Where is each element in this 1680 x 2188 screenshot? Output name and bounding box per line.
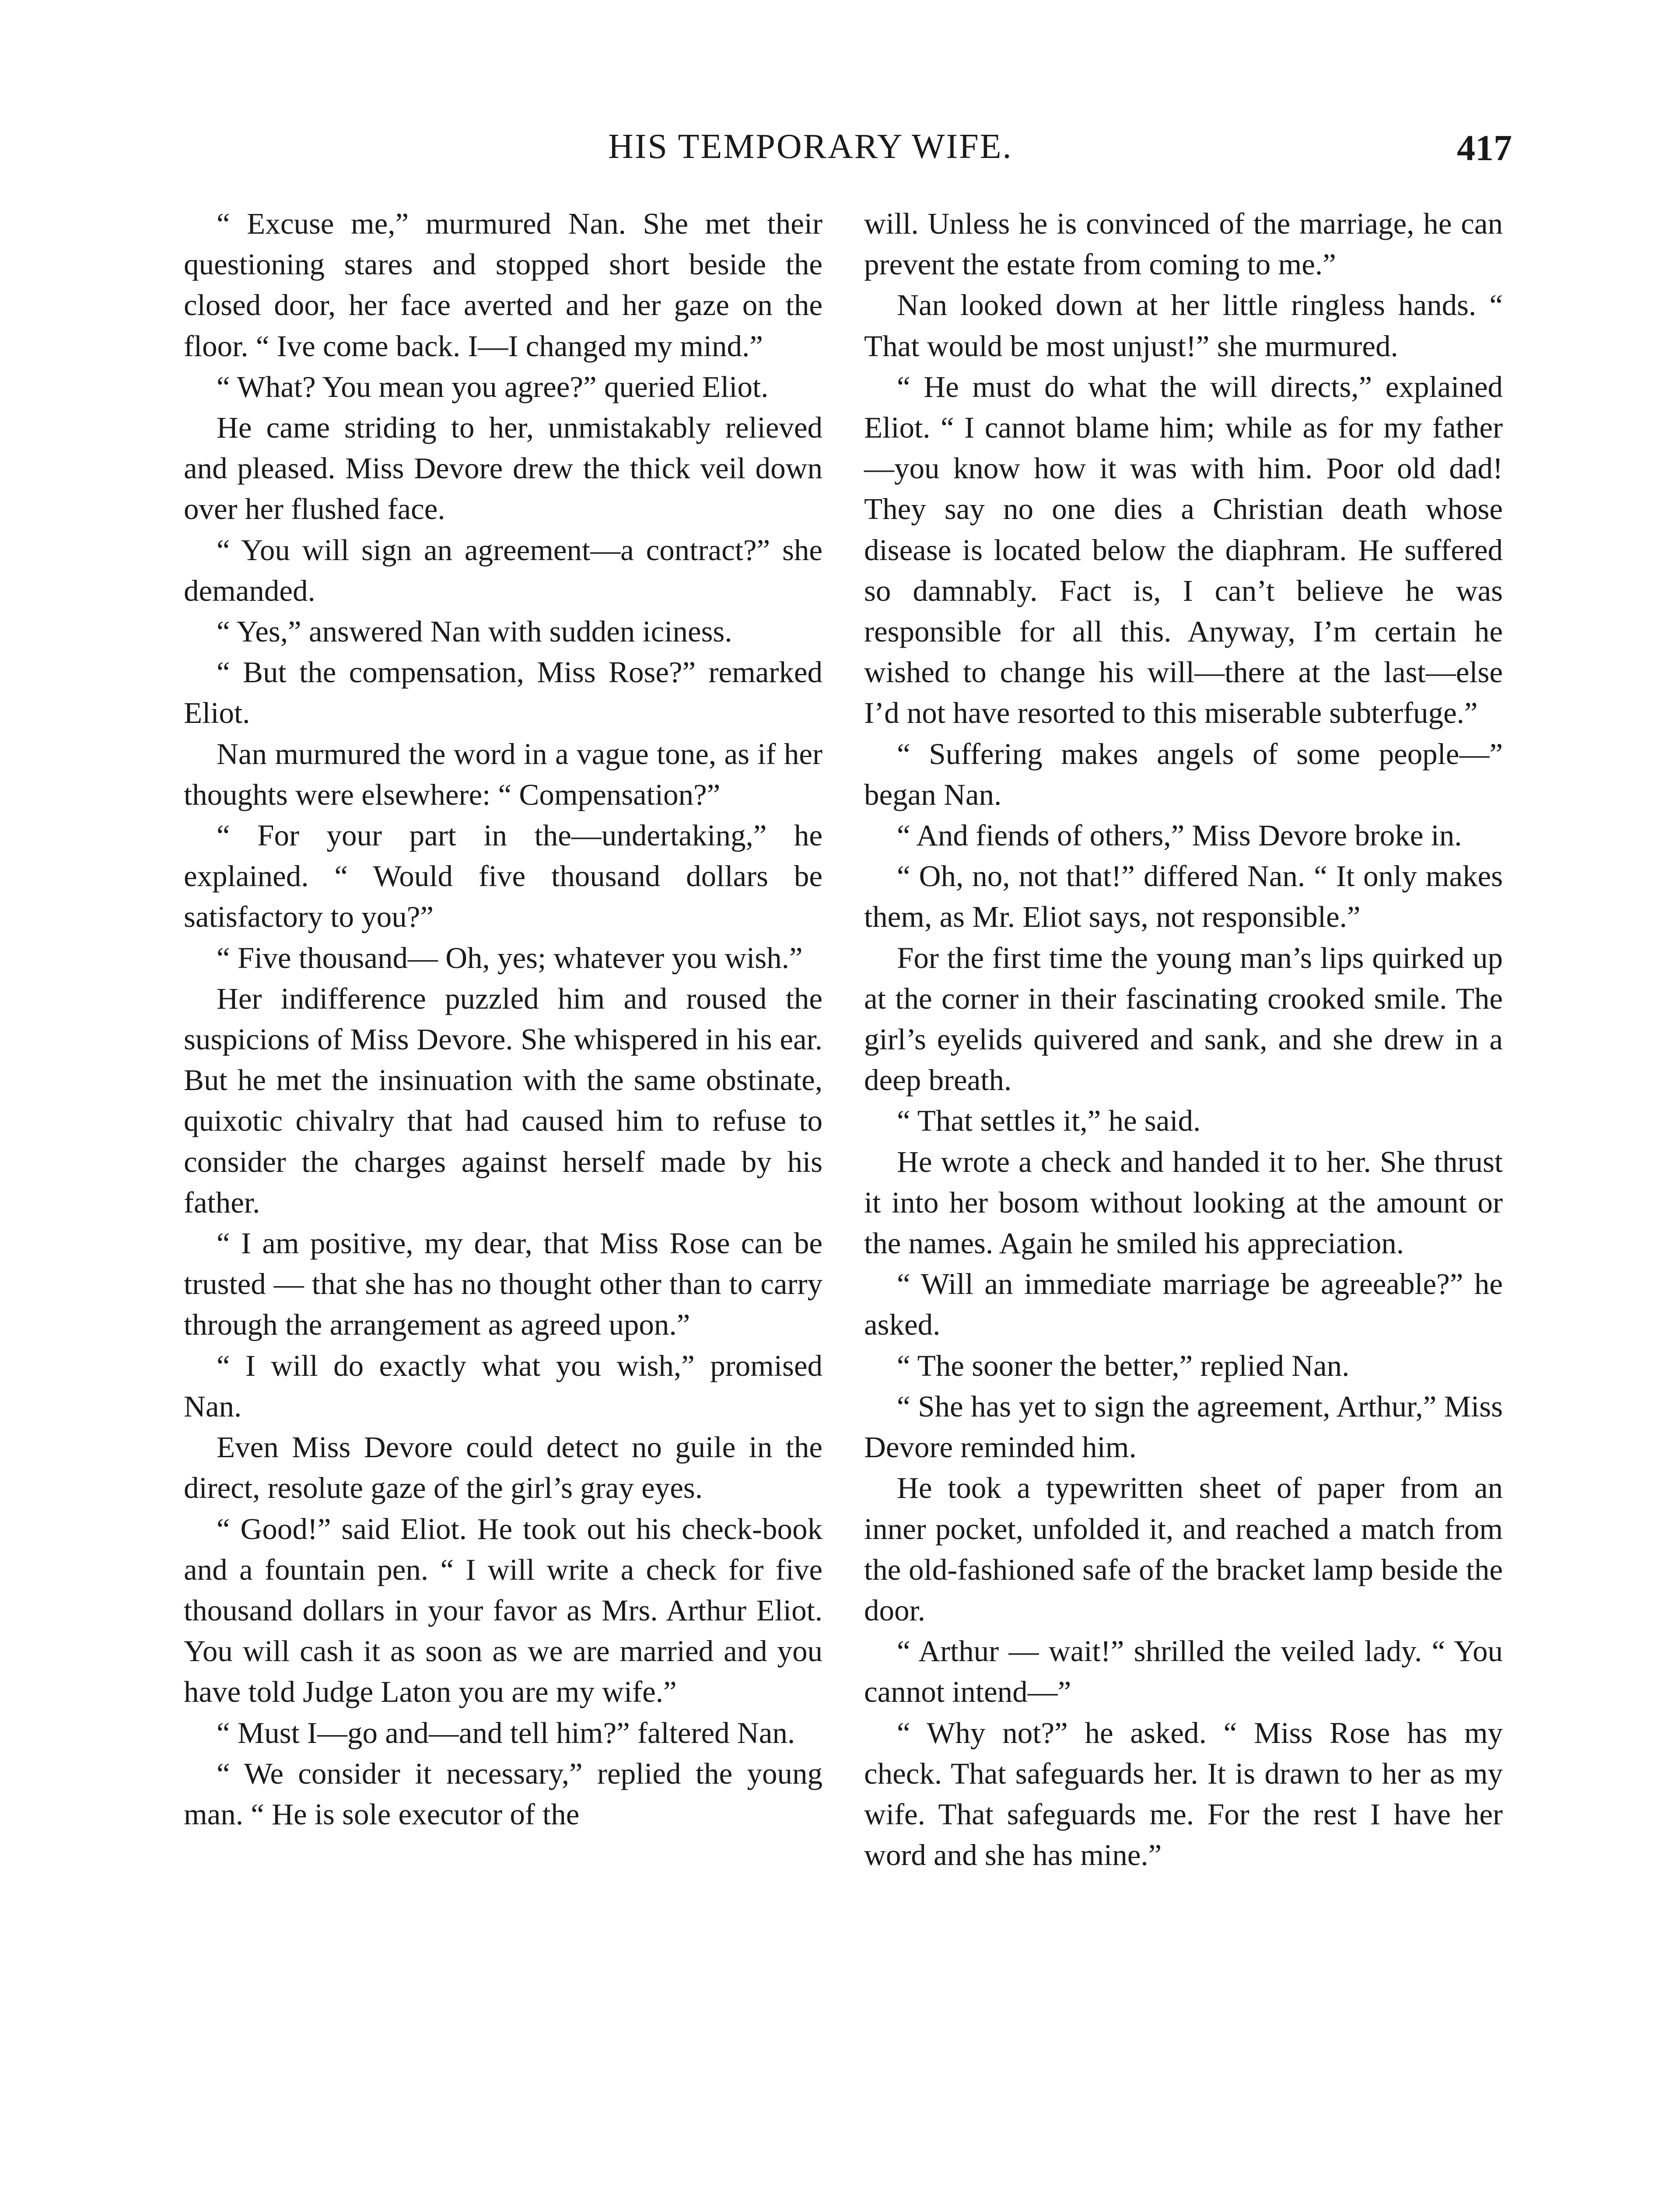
paragraph: He wrote a check and handed it to her. She thrust it into her bosom without looking at the amount or the names. Again he smiled his appreciation. — [864, 1145, 1503, 1260]
paragraph: Her indifference puzzled him and roused the suspicions of Miss Devore. She whispered in his ear. But he met the insinuation with the same obstinate, quixotic chivalry that had caused him to refuse to consider the charges against herself made by his father. — [184, 982, 822, 1219]
left-column — [184, 203, 822, 1835]
paragraph: “ Good!” said Eliot. He took out his check-book and a fountain pen. “ I will write a check for five thousand dollars in your favor as Mrs. Arthur Eliot. You will cash it as soon as we are married and you have told Judge Laton you are my wife.” — [184, 1512, 822, 1709]
page-header — [0, 127, 1680, 175]
paragraph: Nan murmured the word in a vague tone, as if her thoughts were elsewhere: “ Compensation?” — [184, 737, 822, 811]
paragraph: “ I am positive, my dear, that Miss Rose can be trusted — that she has no thought other than to carry through the arrangement as agreed upon.” — [184, 1227, 822, 1342]
paragraph: “ But the compensation, Miss Rose?” remarked Eliot. — [184, 656, 822, 730]
paragraph: “ For your part in the—undertaking,” he explained. “ Would five thousand dollars be satisfactory to you?” — [184, 819, 822, 934]
paragraph: “ Will an immediate marriage be agreeable?” he asked. — [864, 1267, 1503, 1342]
paragraph: will. Unless he is convinced of the marriage, he can prevent the estate from coming to me.” — [864, 207, 1503, 281]
right-column — [864, 203, 1503, 1876]
paragraph: “ Oh, no, not that!” differed Nan. “ It only makes them, as Mr. Eliot says, not responsible.” — [864, 859, 1503, 934]
paragraph: “ You will sign an agreement—a contract?” she demanded. — [184, 533, 822, 607]
paragraph: “ What? You mean you agree?” queried Eliot. — [217, 370, 769, 403]
paragraph: “ That settles it,” he said. — [897, 1104, 1201, 1138]
paragraph: “ The sooner the better,” replied Nan. — [897, 1349, 1350, 1382]
page-number: 417 — [1457, 128, 1512, 168]
paragraph: “ Why not?” he asked. “ Miss Rose has my check. That safeguards her. It is drawn to her as my wife. That safeguards me. For the rest I have her word and she has mine.” — [864, 1716, 1503, 1872]
paragraph: “ Yes,” answered Nan with sudden iciness. — [217, 615, 732, 649]
paragraph: “ We consider it necessary,” replied the young man. “ He is sole executor of the — [184, 1757, 822, 1831]
paragraph: “ She has yet to sign the agreement, Arthur,” Miss Devore reminded him. — [864, 1389, 1503, 1464]
paragraph: “ I will do exactly what you wish,” promised Nan. — [184, 1349, 822, 1423]
paragraph: He took a typewritten sheet of paper from an inner pocket, unfolded it, and reached a match from the old-fashioned safe of the bracket lamp beside the door. — [864, 1471, 1503, 1627]
paragraph: “ Five thousand— Oh, yes; whatever you wish.” — [217, 941, 803, 975]
paragraph: Even Miss Devore could detect no guile in the direct, resolute gaze of the girl’s gray eyes. — [184, 1431, 822, 1505]
paragraph: Nan looked down at her little ringless hands. “ That would be most unjust!” she murmured. — [864, 288, 1503, 363]
paragraph: “ Must I—go and—and tell him?” faltered Nan. — [217, 1716, 795, 1750]
paragraph: “ Suffering makes angels of some people—” began Nan. — [864, 737, 1503, 811]
paragraph: He came striding to her, unmistakably relieved and pleased. Miss Devore drew the thick veil down over her flushed face. — [184, 411, 822, 526]
running-title: HIS TEMPORARY WIFE. — [608, 127, 1013, 166]
paragraph: “ Arthur — wait!” shrilled the veiled lady. “ You cannot intend—” — [864, 1634, 1503, 1709]
paragraph: “ He must do what the will directs,” explained Eliot. “ I cannot blame him; while as for my father—you know how it was with him. Poor old dad! They say no one dies a Christian death whose disease is located below the diaphram. He suffered so damnably. Fact is, I can’t believe he was responsible for all this. Anyway, I’m certain he wished to change his will—there at the last—else I’d not have resorted to this miserable subterfuge.” — [864, 370, 1503, 730]
paragraph: For the first time the young man’s lips quirked up at the corner in their fascinating crooked smile. The girl’s eyelids quivered and sank, and she drew in a deep breath. — [864, 941, 1503, 1097]
paragraph: “ And fiends of others,” Miss Devore broke in. — [897, 819, 1462, 852]
paragraph: “ Excuse me,” murmured Nan. She met their questioning stares and stopped short beside the closed door, her face averted and her gaze on the floor. “ Ive come back. I—I changed my mind.” — [184, 207, 822, 363]
